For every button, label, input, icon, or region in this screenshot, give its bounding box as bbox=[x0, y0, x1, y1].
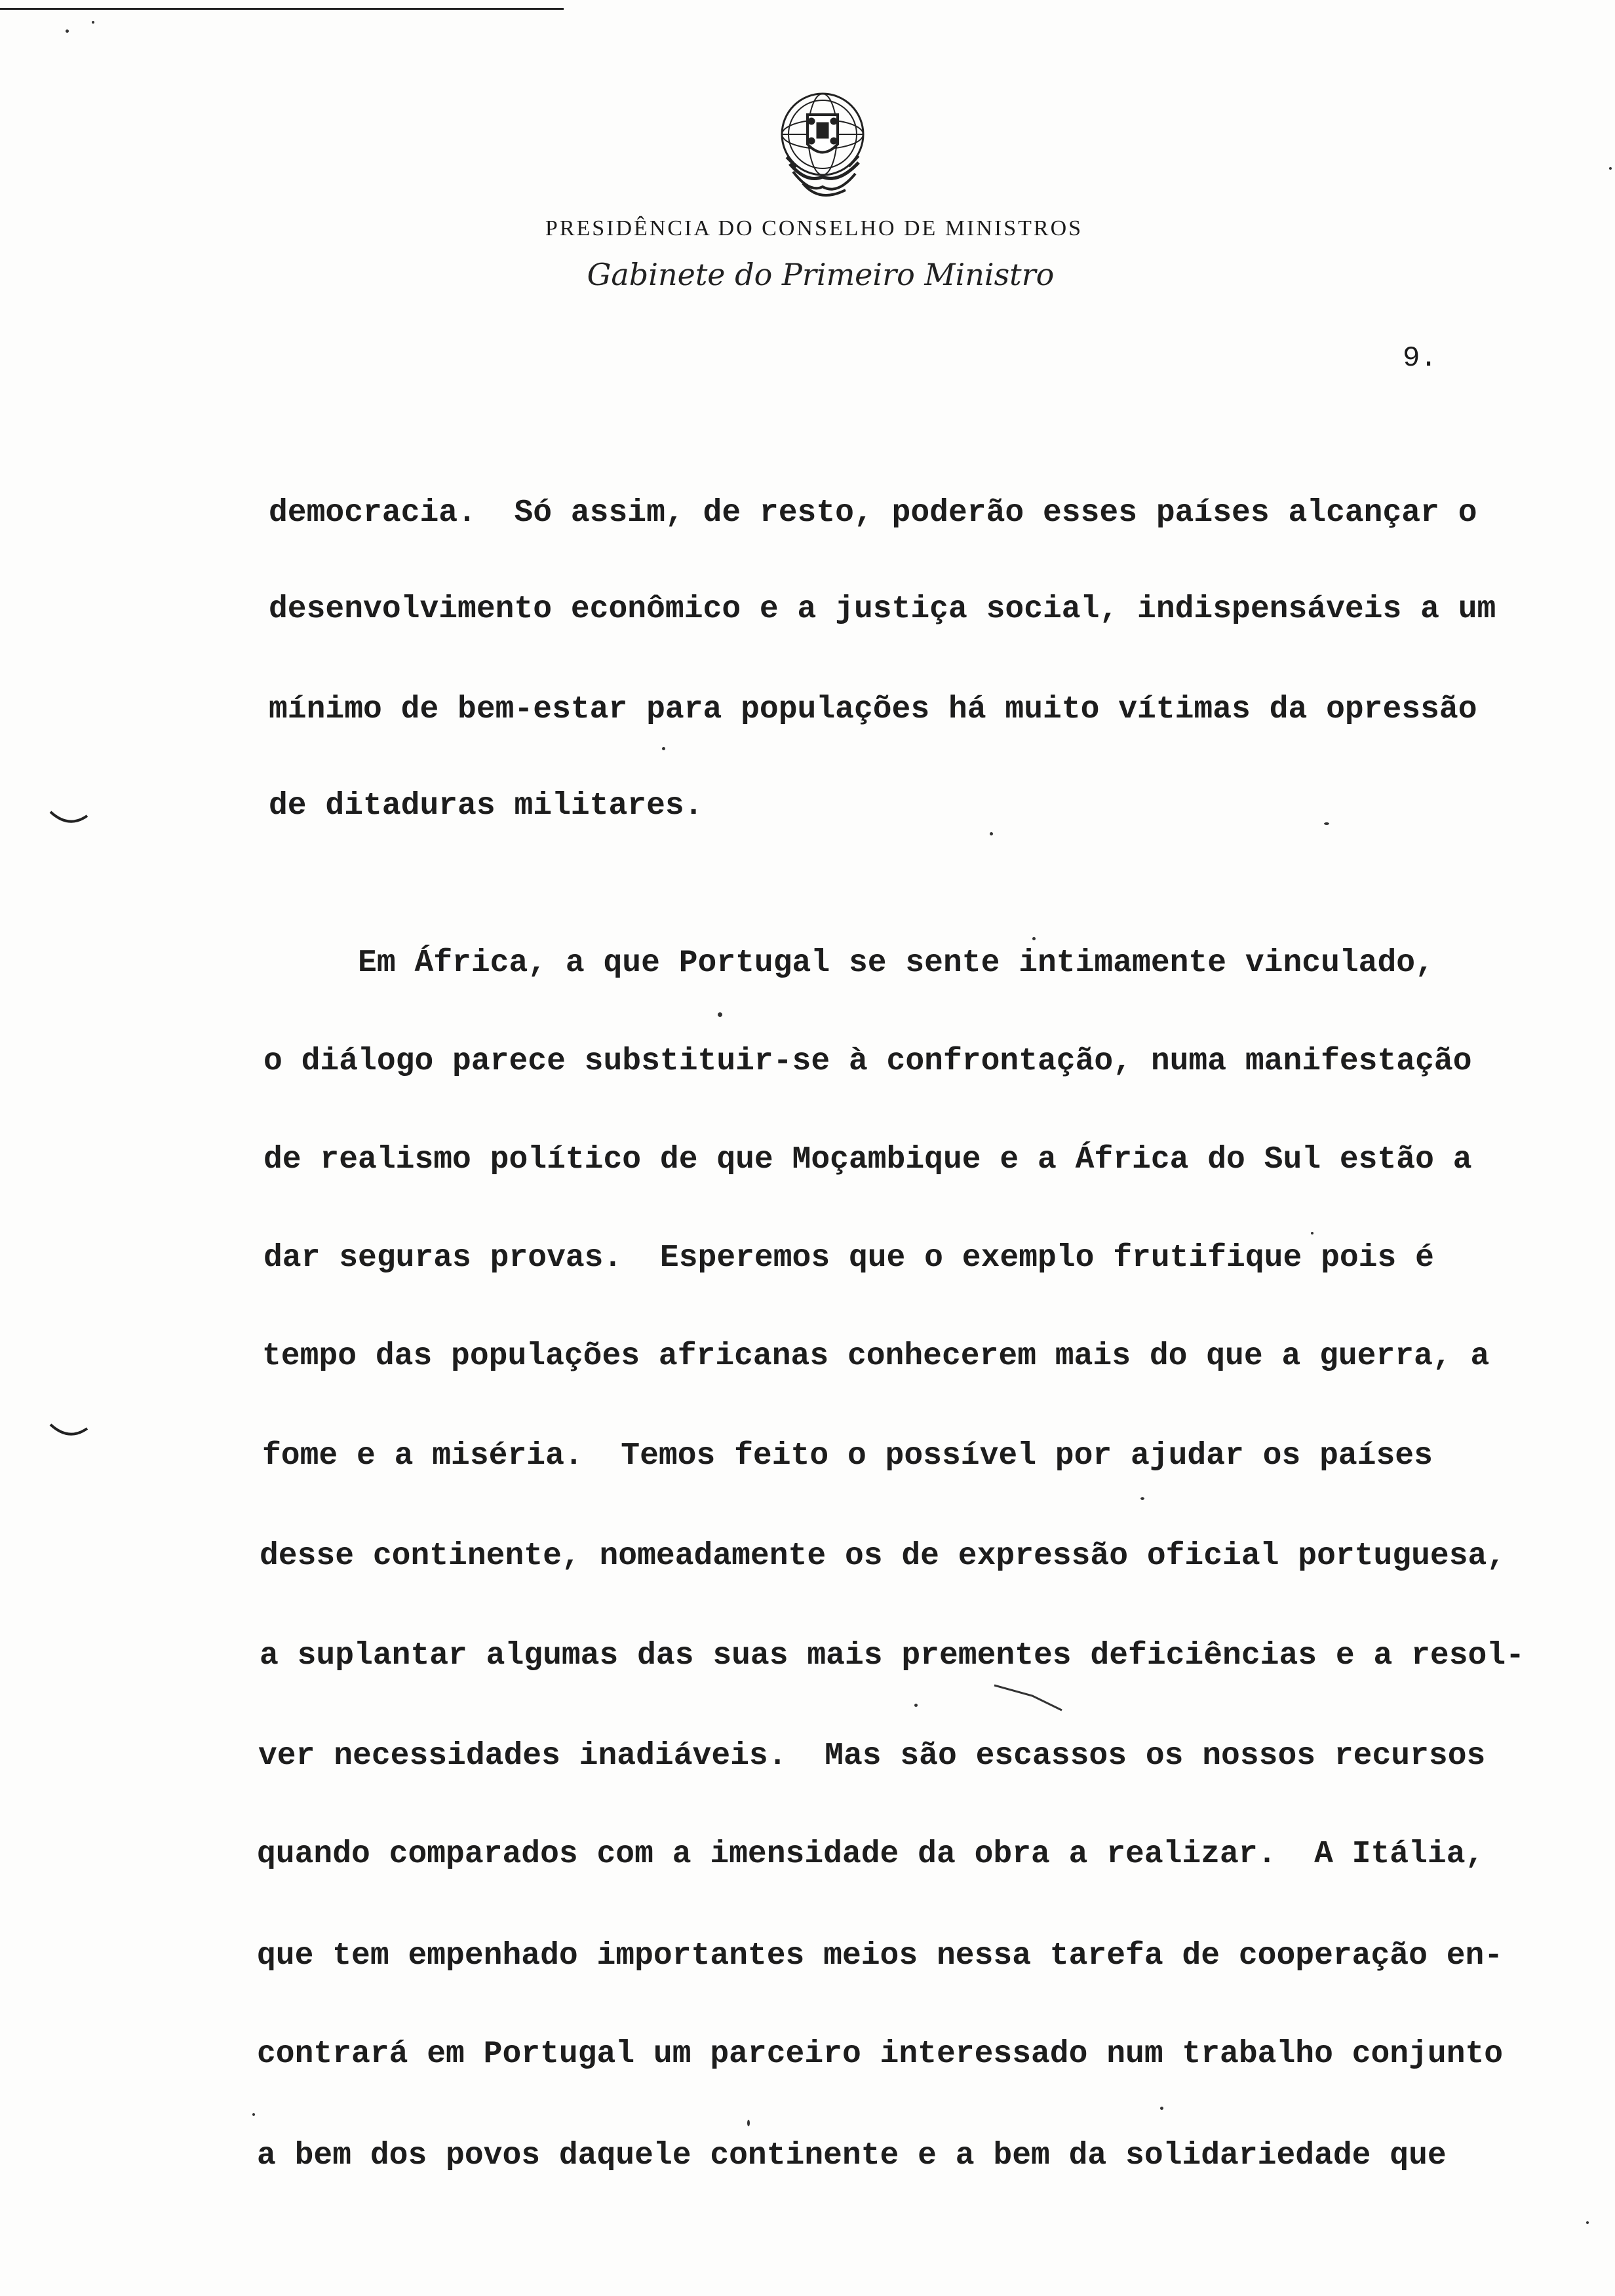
scan-speck bbox=[1311, 1232, 1313, 1234]
header-title: PRESIDÊNCIA DO CONSELHO DE MINISTROS bbox=[545, 216, 1083, 240]
body-line: dar seguras provas. Esperemos que o exemplo frutifique pois é bbox=[263, 1240, 1434, 1276]
body-line: contrará em Portugal um parceiro interessado num trabalho conjunto bbox=[257, 2037, 1504, 2072]
scan-speck bbox=[1140, 1497, 1144, 1500]
body-line: Em África, a que Portugal se sente intimamente vinculado, bbox=[263, 946, 1434, 981]
body-line: desse continente, nomeadamente os de expressão oficial portuguesa, bbox=[260, 1539, 1506, 1574]
body-line: a suplantar algumas das suas mais prementes deficiências e a resol- bbox=[260, 1638, 1525, 1674]
body-line: o diálogo parece substituir-se à confrontação, numa manifestação bbox=[263, 1044, 1472, 1079]
body-line: desenvolvimento econômico e a justiça social, indispensáveis a um bbox=[269, 592, 1496, 627]
scan-speck bbox=[1586, 2221, 1589, 2224]
scan-speck bbox=[1324, 822, 1329, 825]
body-line: a bem dos povos daquele continente e a bem da solidariedade que bbox=[257, 2138, 1447, 2173]
scan-speck bbox=[252, 2113, 255, 2116]
body-line: democracia. Só assim, de resto, poderão esses países alcançar o bbox=[269, 495, 1477, 531]
body-line: tempo das populações africanas conhecerem mais do que a guerra, a bbox=[262, 1339, 1490, 1374]
body-line: ver necessidades inadiáveis. Mas são escassos os nossos recursos bbox=[258, 1738, 1486, 1774]
page-number: 9. bbox=[1403, 342, 1437, 375]
scan-speck bbox=[718, 1012, 722, 1017]
scan-speck bbox=[1160, 2107, 1163, 2110]
body-line: mínimo de bem-estar para populações há muito vítimas da opressão bbox=[269, 692, 1477, 727]
body-line: de ditaduras militares. bbox=[269, 788, 703, 824]
margin-mark bbox=[49, 809, 88, 829]
scan-speck bbox=[66, 29, 69, 33]
scan-speck bbox=[662, 747, 665, 750]
scan-speck bbox=[1609, 167, 1612, 170]
body-line: que tem empenhado importantes meios nessa tarefa de cooperação en- bbox=[257, 1938, 1504, 1974]
scan-speck bbox=[747, 2120, 750, 2126]
margin-mark bbox=[49, 1422, 88, 1442]
scan-speck bbox=[990, 832, 993, 835]
body-line: fome e a miséria. Temos feito o possível por ajudar os países bbox=[262, 1438, 1433, 1474]
header-subtitle: Gabinete do Primeiro Ministro bbox=[587, 257, 1055, 292]
pen-stroke-mark bbox=[993, 1683, 1065, 1715]
body-line: de realismo político de que Moçambique e a África do Sul estão a bbox=[263, 1142, 1472, 1177]
top-border-line bbox=[0, 8, 564, 10]
coat-of-arms-emblem bbox=[767, 85, 878, 210]
scan-speck bbox=[92, 21, 94, 24]
scan-speck bbox=[914, 1704, 918, 1707]
body-line: quando comparados com a imensidade da obra a realizar. A Itália, bbox=[257, 1837, 1485, 1872]
scan-speck bbox=[1032, 937, 1036, 940]
